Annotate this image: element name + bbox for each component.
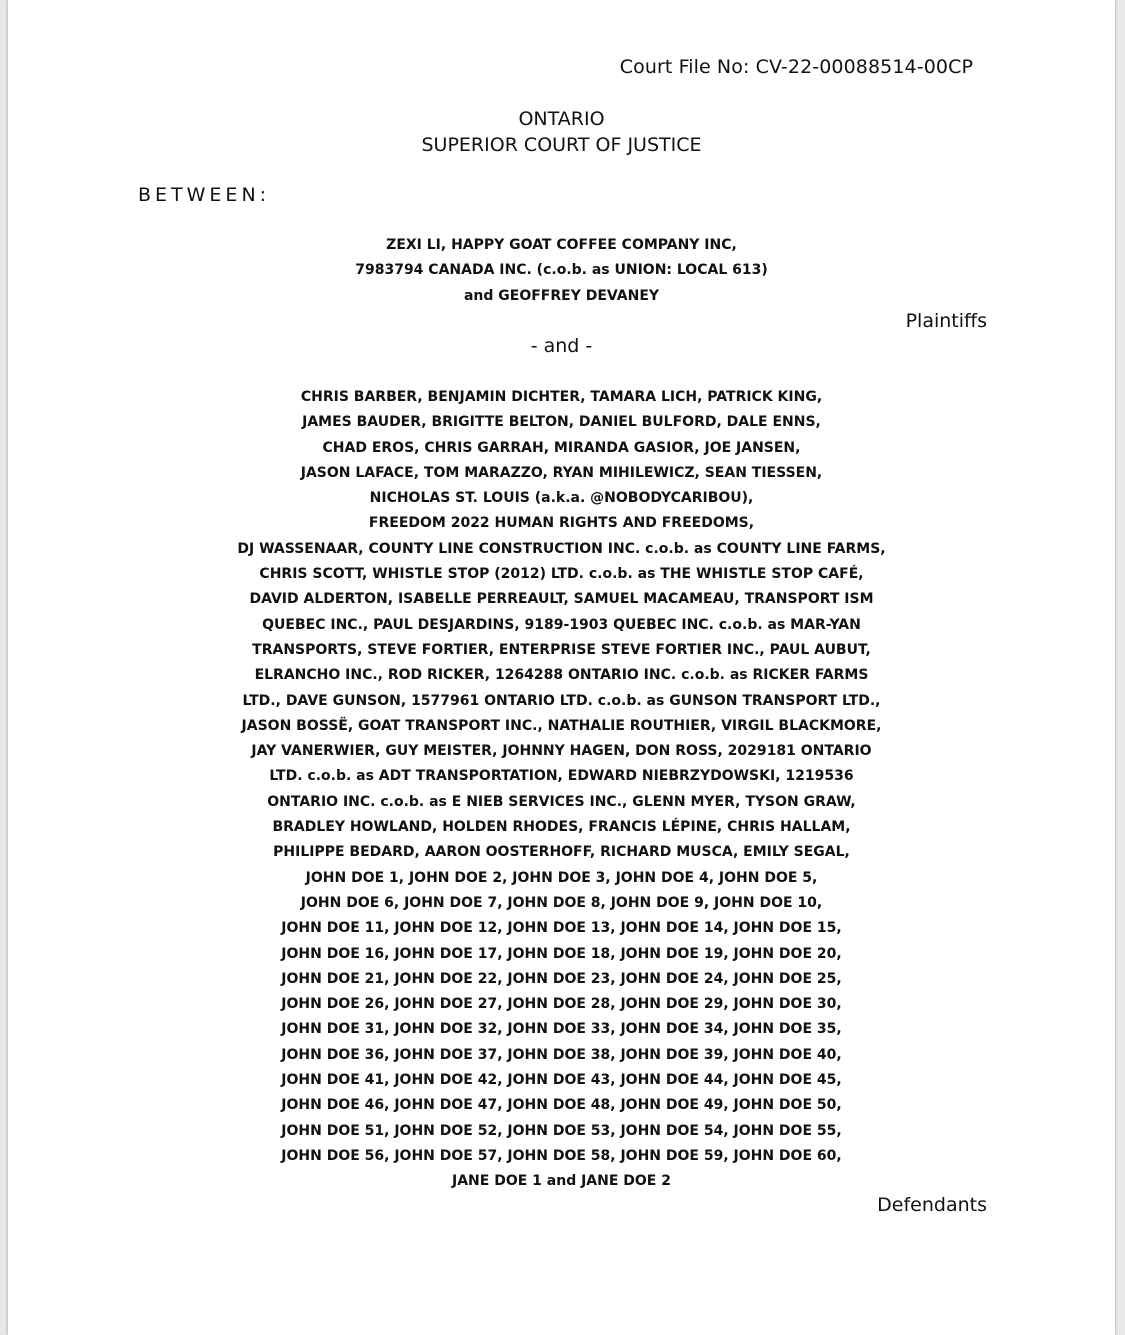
defendant-line: JANE DOE 1 and JANE DOE 2	[452, 1173, 671, 1190]
defendant-line: DJ WASSENAAR, COUNTY LINE CONSTRUCTION INC. c.o.b. as COUNTY LINE FARMS,	[237, 540, 886, 557]
defendant-line: JOHN DOE 16, JOHN DOE 17, JOHN DOE 18, JOHN DOE 19, JOHN DOE 20,	[281, 945, 842, 962]
court-file-number: Court File No: CV-22-00088514-00CP	[619, 56, 973, 78]
defendant-line: JOHN DOE 21, JOHN DOE 22, JOHN DOE 23, JOHN DOE 24, JOHN DOE 25,	[281, 970, 842, 987]
court-title: SUPERIOR COURT OF JUSTICE	[421, 134, 702, 156]
plaintiff-line: and GEOFFREY DEVANEY	[463, 287, 660, 304]
court-heading	[8, 106, 1115, 158]
and-separator: - and -	[530, 335, 593, 357]
defendant-line: JASON LAFACE, TOM MARAZZO, RYAN MIHILEWICZ, SEAN TIESSEN,	[300, 464, 823, 481]
defendant-line: JOHN DOE 51, JOHN DOE 52, JOHN DOE 53, JOHN DOE 54, JOHN DOE 55,	[281, 1122, 842, 1139]
province-title: ONTARIO	[518, 108, 605, 130]
defendant-line: JOHN DOE 36, JOHN DOE 37, JOHN DOE 38, JOHN DOE 39, JOHN DOE 40,	[281, 1046, 842, 1063]
defendant-line: CHRIS BARBER, BENJAMIN DICHTER, TAMARA LICH, PATRICK KING,	[300, 389, 823, 405]
defendant-line: ONTARIO INC. c.o.b. as E NIEB SERVICES INC., GLENN MYER, TYSON GRAW,	[267, 793, 856, 810]
defendant-line: CHRIS SCOTT, WHISTLE STOP (2012) LTD. c.o.b. as THE WHISTLE STOP CAFÉ,	[259, 566, 864, 583]
defendants-label: Defendants	[877, 1194, 987, 1216]
document-page	[8, 0, 1115, 1335]
defendant-line: BRADLEY HOWLAND, HOLDEN RHODES, FRANCIS LÉPINE, CHRIS HALLAM,	[272, 819, 851, 836]
defendant-line: JOHN DOE 41, JOHN DOE 42, JOHN DOE 43, JOHN DOE 44, JOHN DOE 45,	[281, 1072, 842, 1089]
defendants-names	[8, 385, 1115, 1195]
defendant-line: LTD., DAVE GUNSON, 1577961 ONTARIO LTD. c.o.b. as GUNSON TRANSPORT LTD.,	[242, 692, 881, 709]
defendant-line: JAMES BAUDER, BRIGITTE BELTON, DANIEL BULFORD, DALE ENNS,	[302, 414, 821, 431]
defendant-line: JOHN DOE 56, JOHN DOE 57, JOHN DOE 58, JOHN DOE 59, JOHN DOE 60,	[281, 1147, 842, 1164]
defendant-line: JASON BOSSË, GOAT TRANSPORT INC., NATHALIE ROUTHIER, VIRGIL BLACKMORE,	[241, 717, 882, 734]
defendant-line: DAVID ALDERTON, ISABELLE PERREAULT, SAMUEL MACAMEAU, TRANSPORT ISM	[249, 591, 874, 608]
defendant-line: QUEBEC INC., PAUL DESJARDINS, 9189-1903 QUEBEC INC. c.o.b. as MAR-YAN	[262, 616, 861, 633]
plaintiffs-names	[8, 233, 1115, 309]
defendant-line: JOHN DOE 26, JOHN DOE 27, JOHN DOE 28, JOHN DOE 29, JOHN DOE 30,	[281, 996, 842, 1013]
defendant-line: JOHN DOE 1, JOHN DOE 2, JOHN DOE 3, JOHN DOE 4, JOHN DOE 5,	[305, 869, 818, 886]
defendant-line: NICHOLAS ST. LOUIS (a.k.a. @NOBODYCARIBOU),	[369, 490, 754, 507]
defendant-line: JOHN DOE 11, JOHN DOE 12, JOHN DOE 13, JOHN DOE 14, JOHN DOE 15,	[281, 920, 842, 937]
defendant-line: ELRANCHO INC., ROD RICKER, 1264288 ONTARIO INC. c.o.b. as RICKER FARMS	[254, 667, 869, 684]
defendant-line: LTD. c.o.b. as ADT TRANSPORTATION, EDWARD NIEBRZYDOWSKI, 1219536	[269, 768, 854, 785]
defendant-line: JOHN DOE 46, JOHN DOE 47, JOHN DOE 48, JOHN DOE 49, JOHN DOE 50,	[281, 1097, 842, 1114]
defendant-line: FREEDOM 2022 HUMAN RIGHTS AND FREEDOMS,	[368, 515, 755, 532]
plaintiff-line: 7983794 CANADA INC. (c.o.b. as UNION: LOCAL 613)	[355, 262, 768, 279]
defendant-line: JAY VANERWIER, GUY MEISTER, JOHNNY HAGEN, DON ROSS, 2029181 ONTARIO	[251, 743, 872, 760]
plaintiffs-label: Plaintiffs	[905, 310, 987, 332]
defendant-line: JOHN DOE 6, JOHN DOE 7, JOHN DOE 8, JOHN DOE 9, JOHN DOE 10,	[300, 894, 823, 911]
defendant-line: JOHN DOE 31, JOHN DOE 32, JOHN DOE 33, JOHN DOE 34, JOHN DOE 35,	[281, 1021, 842, 1038]
plaintiff-line: ZEXI LI, HAPPY GOAT COFFEE COMPANY INC,	[386, 237, 737, 253]
defendant-line: CHAD EROS, CHRIS GARRAH, MIRANDA GASIOR, JOE JANSEN,	[322, 439, 801, 456]
between-label: BETWEEN:	[138, 184, 271, 206]
defendant-line: PHILIPPE BEDARD, AARON OOSTERHOFF, RICHARD MUSCA, EMILY SEGAL,	[273, 844, 850, 861]
defendant-line: TRANSPORTS, STEVE FORTIER, ENTERPRISE STEVE FORTIER INC., PAUL AUBUT,	[252, 641, 871, 658]
